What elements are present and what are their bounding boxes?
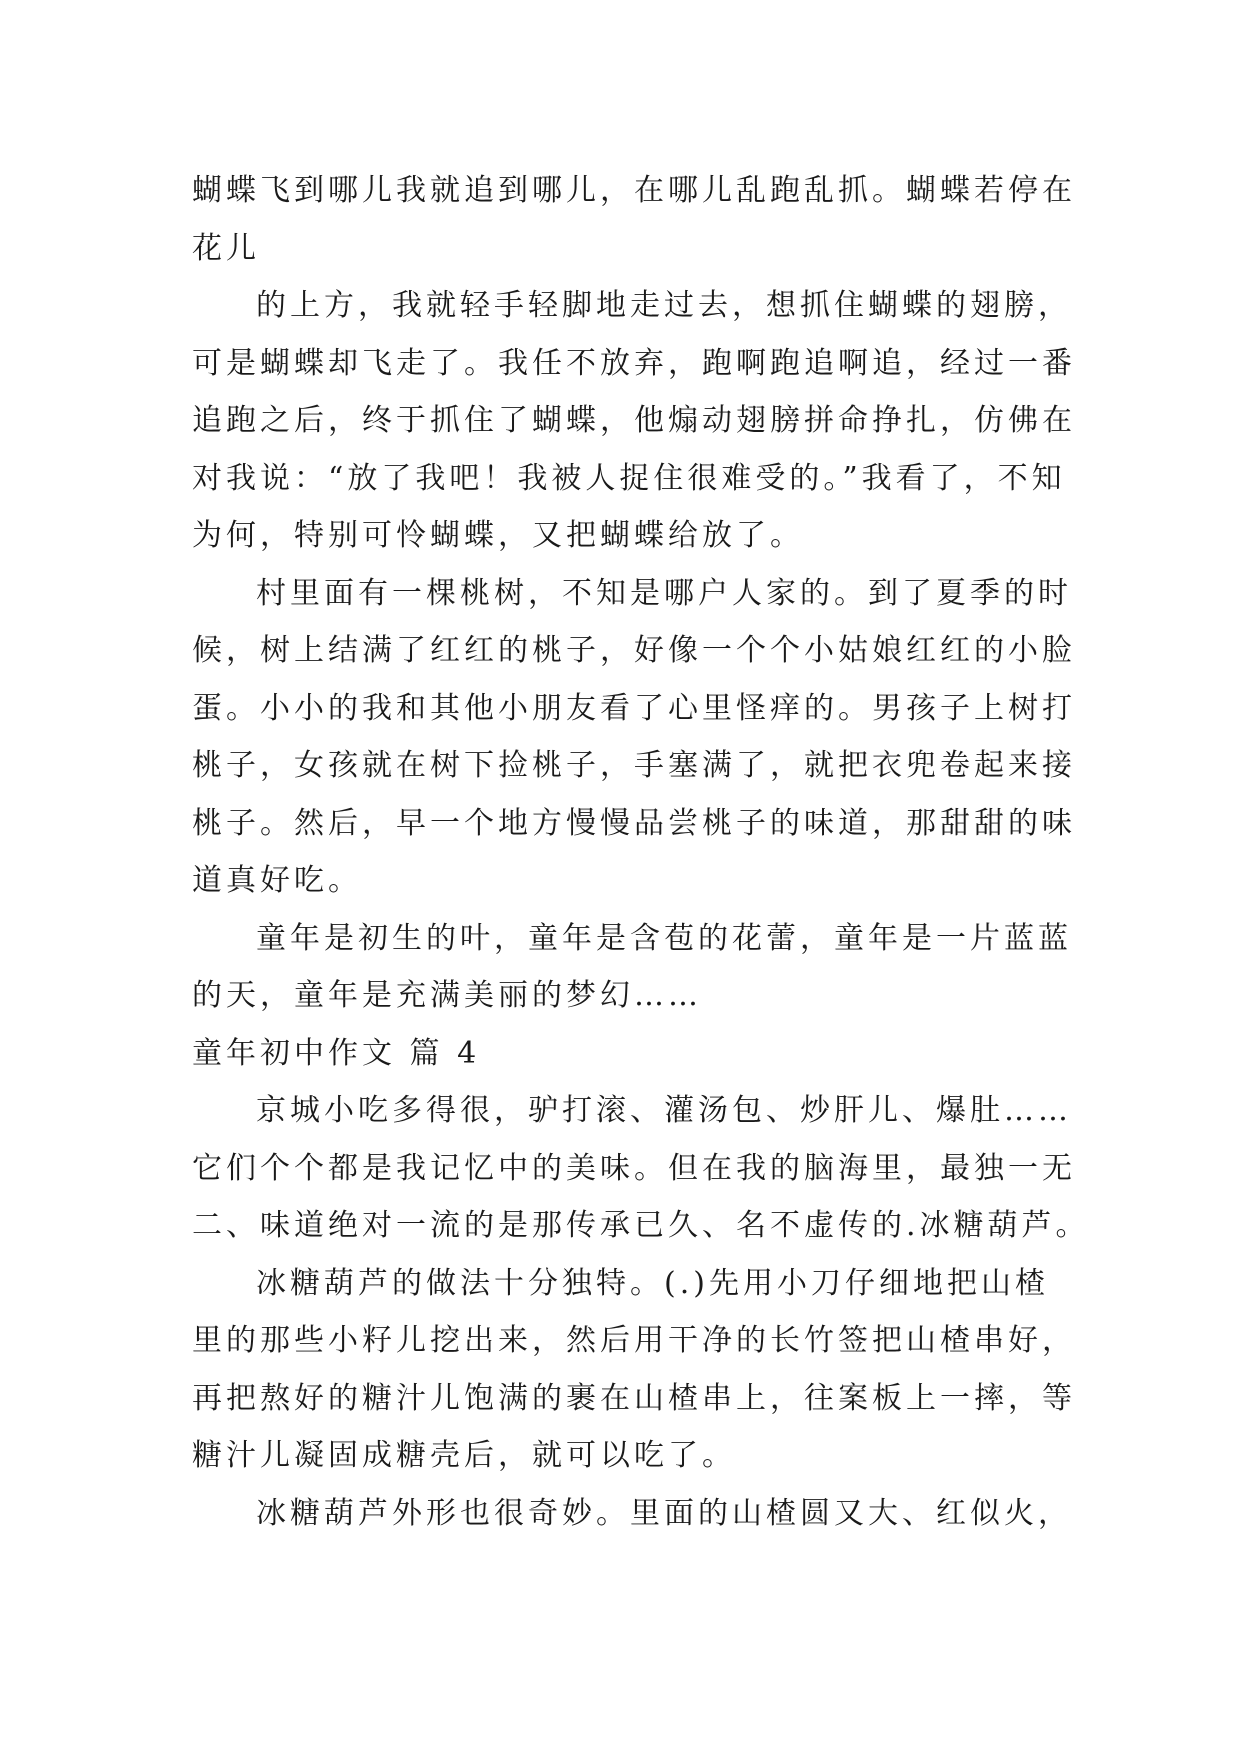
- text-line: 里的那些小籽儿挖出来，然后用干净的长竹签把山楂串好，: [192, 1323, 1076, 1358]
- paragraph-start-line: 村里面有一棵桃树，不知是哪户人家的。到了夏季的时: [256, 575, 1072, 611]
- text-line: 桃子。然后，早一个地方慢慢品尝桃子的味道，那甜甜的味: [192, 805, 1076, 841]
- text-line: 桃子，女孩就在树下捡桃子，手塞满了，就把衣兜卷起来接: [192, 748, 1076, 783]
- text-line: 它们个个都是我记忆中的美味。但在我的脑海里，最独一无: [192, 1150, 1076, 1186]
- text-line: 糖汁儿凝固成糖壳后，就可以吃了。: [192, 1438, 736, 1473]
- text-line: 可是蝴蝶却飞走了。我任不放弃，跑啊跑追啊追，经过一番: [192, 345, 1076, 381]
- paragraph-start-line: 京城小吃多得很，驴打滚、灌汤包、炒肝儿、爆肚……: [256, 1093, 1072, 1128]
- text-line: 为何，特别可怜蝴蝶，又把蝴蝶给放了。: [192, 518, 804, 553]
- document-body: [192, 162, 1090, 1542]
- text-line: 对我说：“放了我吧！我被人捉住很难受的。”我看了，不知: [192, 460, 1066, 496]
- paragraph-start-line: 的上方，我就轻手轻脚地走过去，想抓住蝴蝶的翅膀，: [256, 288, 1072, 323]
- text-line: 追跑之后，终于抓住了蝴蝶，他煽动翅膀拼命挣扎，仿佛在: [192, 403, 1076, 438]
- section-heading: 童年初中作文 篇 4: [192, 1035, 481, 1071]
- text-line: 蝴蝶飞到哪儿我就追到哪儿，在哪儿乱跑乱抓。蝴蝶若停在: [192, 173, 1076, 208]
- paragraph-start-line: 冰糖葫芦的做法十分独特。(.)先用小刀仔细地把山楂: [256, 1265, 1049, 1301]
- text-line: 候，树上结满了红红的桃子，好像一个个小姑娘红红的小脸: [192, 633, 1076, 668]
- text-line: 二、味道绝对一流的是那传承已久、名不虚传的.冰糖葫芦。: [192, 1208, 1090, 1243]
- text-line: 再把熬好的糖汁儿饱满的裹在山楂串上，往案板上一摔，等: [192, 1380, 1076, 1416]
- paragraph-start-line: 童年是初生的叶，童年是含苞的花蕾，童年是一片蓝蓝: [256, 920, 1072, 956]
- text-line: 蛋。小小的我和其他小朋友看了心里怪痒的。男孩子上树打: [192, 690, 1076, 726]
- paragraph-start-line: 冰糖葫芦外形也很奇妙。里面的山楂圆又大、红似火，: [256, 1495, 1072, 1531]
- text-line: 花儿: [192, 230, 260, 266]
- text-line: 道真好吃。: [192, 863, 362, 898]
- text-line: 的天，童年是充满美丽的梦幻……: [192, 978, 702, 1013]
